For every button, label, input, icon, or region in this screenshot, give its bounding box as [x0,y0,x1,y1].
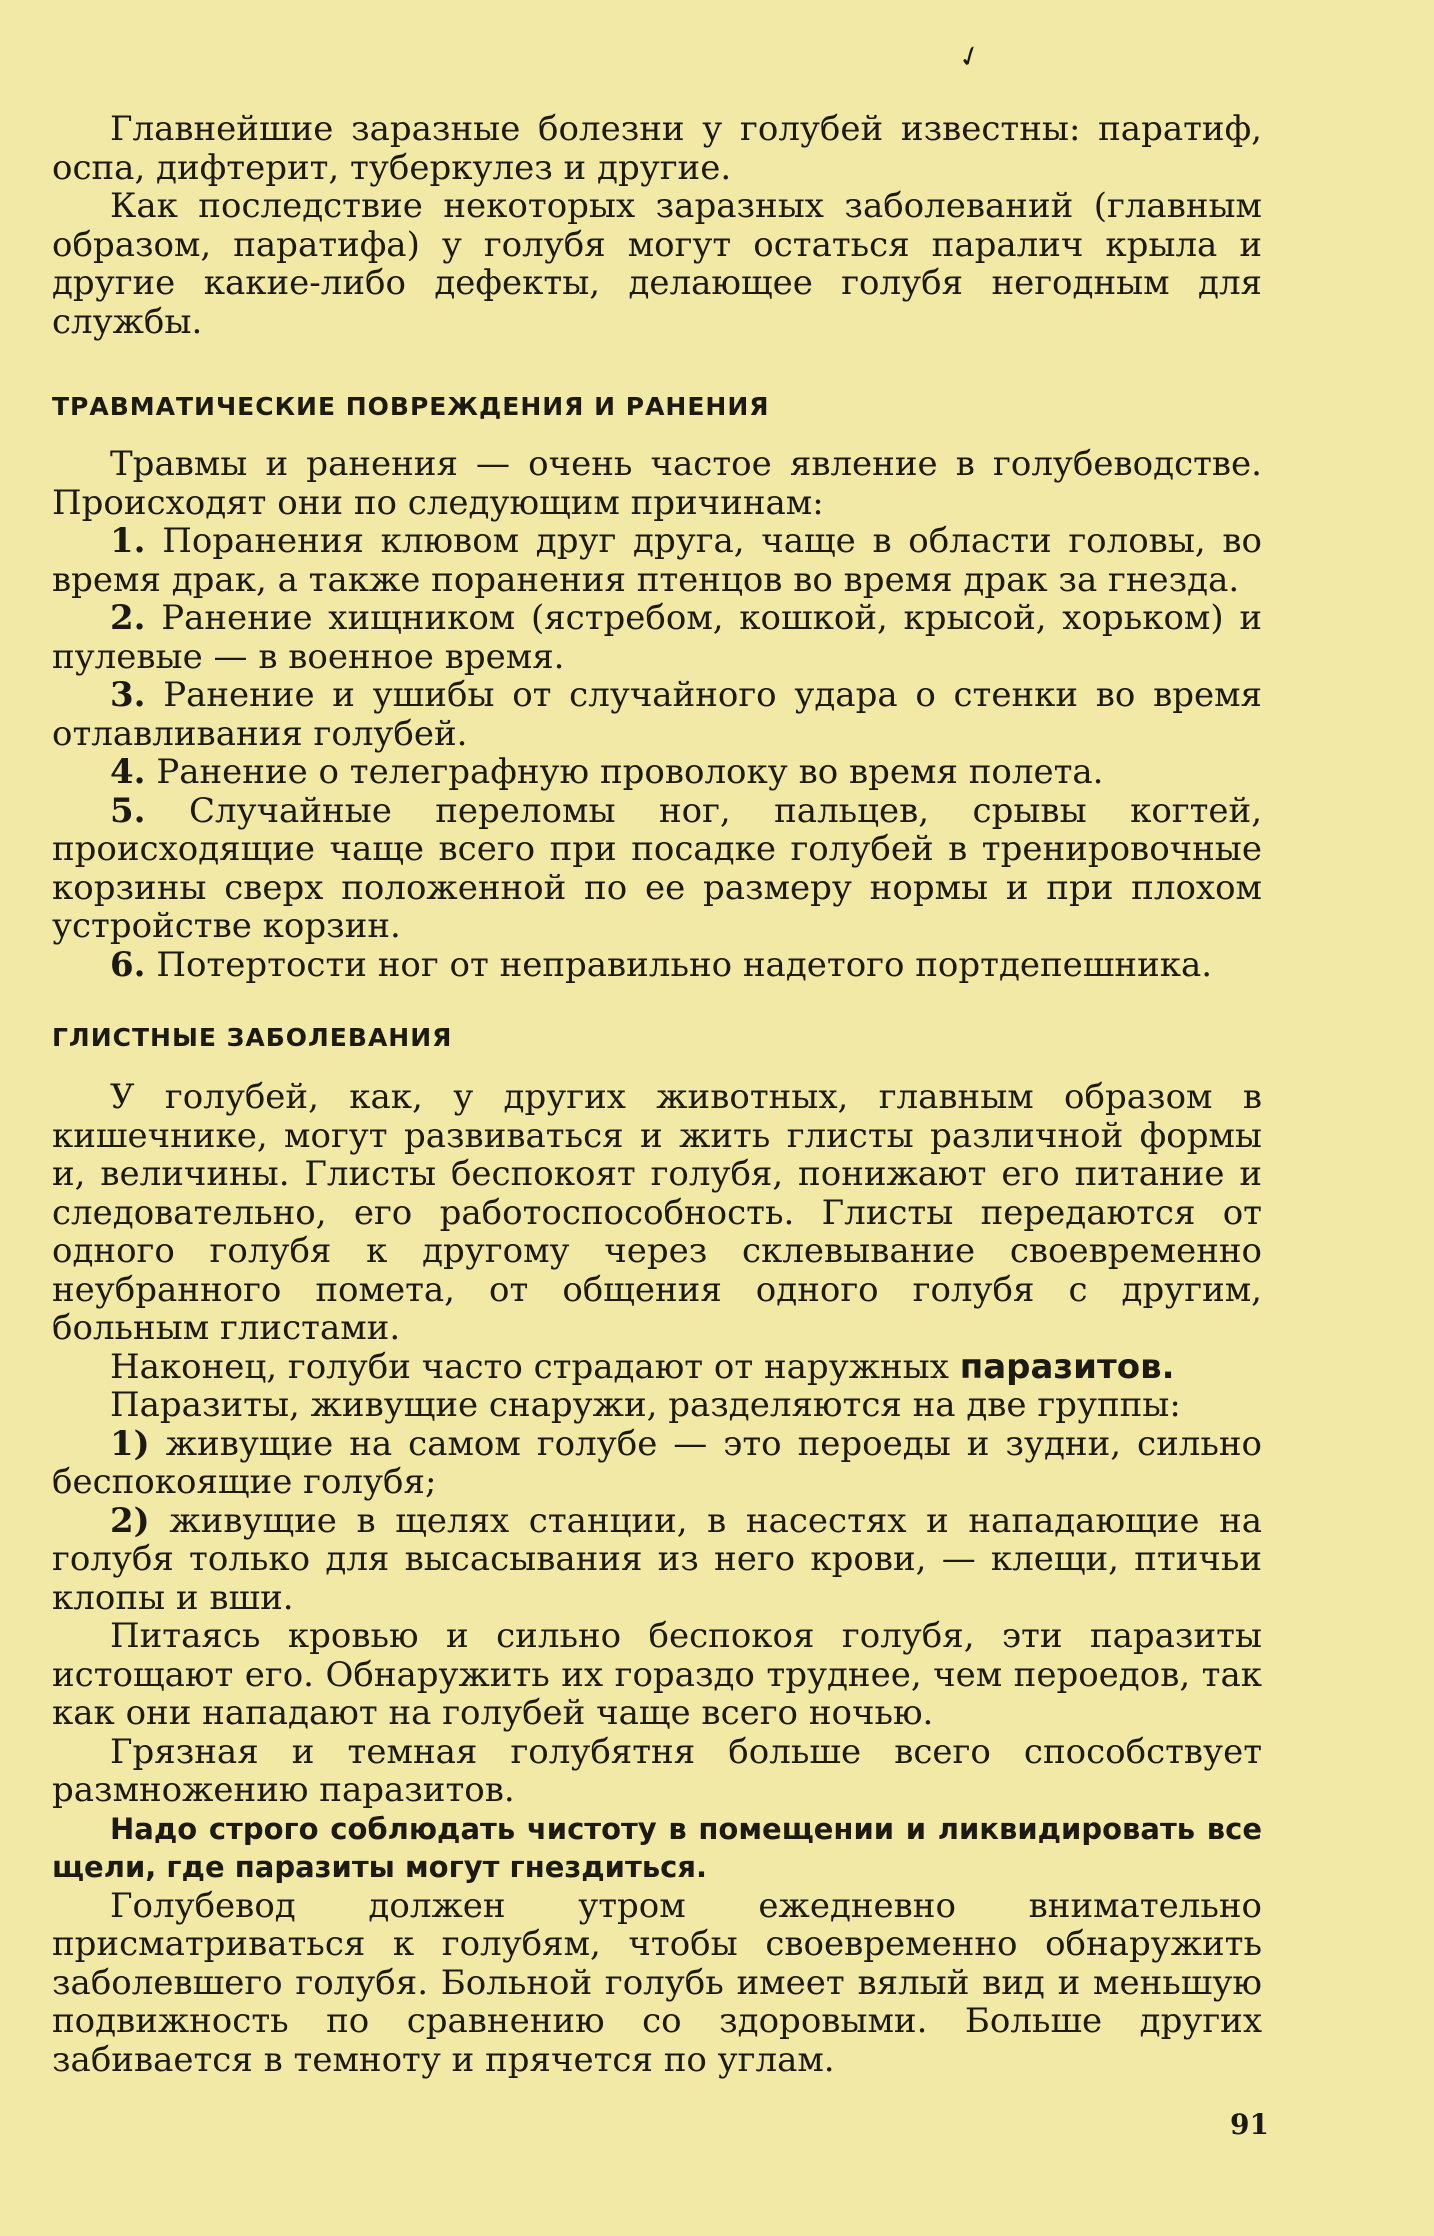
margin-mark: ✓ [953,36,987,77]
item-number: 5. [110,790,146,831]
item-number: 3. [110,675,146,715]
paragraph-emphasis: паразитов. [959,1346,1175,1387]
trauma-item-2 [52,599,1262,676]
worms-paragraph-7: Голубевод должен утром ежедневно внимательно присматриваться к голубям, чтобы своевременно обнаружить заболевшего голубя. Больной голубь имеет вялый вид и меньшую подвижность по сравнению со здоровыми. Больше других забивается в темноту и прячется по углам. [52,1885,1262,2080]
paragraph-text: Наконец, голуби часто страдают от наружных [110,1346,949,1387]
intro-block [52,110,1262,341]
trauma-lead: Травмы и ранения — очень частое явление в голубеводстве. Происходят они по следующим причинам: [52,444,1262,523]
trauma-item-1 [52,522,1262,599]
intro-paragraph-1: Главнейшие заразные болезни у голубей известны: паратиф, оспа, дифтерит, туберкулез и другие. [52,109,1262,188]
section-heading-trauma: ТРАВМАТИЧЕСКИЕ ПОВРЕЖДЕНИЯ И РАНЕНИЯ [52,392,770,421]
parasite-group-2 [52,1502,1262,1618]
worms-paragraph-2 [52,1348,1262,1387]
worms-paragraph-3: Паразиты, живущие снаружи, разделяются на две группы: [110,1385,1181,1425]
section-worms-body [52,1078,1262,2079]
item-text: Случайные переломы ног, пальцев, срывы когтей, происходящие чаще всего при посадке голубей в тренировочные корзины сверх положенной по ее размеру нормы и при плохом устройстве корзин. [52,790,1262,946]
section-worms [52,1023,1262,1053]
page-number: 91 [1230,2108,1269,2141]
parasite-group-1 [52,1425,1262,1502]
section-heading-worms: ГЛИСТНЫЕ ЗАБОЛЕВАНИЯ [52,1023,453,1052]
item-number: 6. [110,944,146,985]
group-text: живущие в щелях станции, в насестях и нападающие на голубя только для высасывания из него крови, — клещи, птичьи клопы и вши. [52,1500,1262,1618]
trauma-item-5 [52,792,1262,946]
worms-paragraph-4: Питаясь кровью и сильно беспокоя голубя, эти паразиты истощают его. Обнаружить их гораздо труднее, чем пероедов, так как они нападают на голубей чаще всего ночью. [52,1616,1262,1733]
item-text: Ранение хищником (ястребом, кошкой, крысой, хорьком) и пулевые — в военное время. [52,598,1262,677]
item-text: Поранения клювом друг друга, чаще в области головы, во время драк, а также поранения птенцов во время драк за гнезда. [52,521,1262,600]
section-trauma [52,392,1262,422]
item-text: Ранение о телеграфную проволоку во время полета. [156,752,1104,792]
item-number: 2. [110,598,146,638]
trauma-item-3 [52,676,1262,753]
section-trauma-body [52,445,1262,984]
item-number: 4. [110,752,146,792]
group-text: живущие на самом голубе — это пероеды и зудни, сильно беспокоящие голубя; [52,1423,1262,1502]
worms-paragraph-5: Грязная и темная голубятня больше всего способствует размножению паразитов. [52,1731,1262,1810]
group-number: 1) [110,1423,150,1464]
worms-paragraph-1: У голубей, как, у других животных, главным образом в кишечнике, могут развиваться и жить глисты различной формы и, величины. Глисты беспокоят голубя, понижают его питание и следовательно, его работоспособность. Глисты передаются от одного голубя к другому через склевывание своевременно неубранного помета, от общения одного голубя с другим, больным глистами. [52,1077,1262,1348]
trauma-item-4 [52,753,1262,792]
item-number: 1. [110,521,146,561]
trauma-item-6 [52,946,1262,985]
item-text: Потертости ног от неправильно надетого портдепешника. [156,944,1213,985]
intro-paragraph-2: Как последствие некоторых заразных заболеваний (главным образом, паратифа) у голубя могут остаться паралич крыла и другие какие-либо дефекты, делающее голубя негодным для службы. [52,186,1262,342]
group-number: 2) [110,1500,150,1541]
hygiene-rule: Надо строго соблюдать чистоту в помещении и ликвидировать все щели, где паразиты могут гнездиться. [52,1811,1262,1884]
item-text: Ранение и ушибы от случайного удара о стенки во время отлавливания голубей. [52,675,1262,754]
